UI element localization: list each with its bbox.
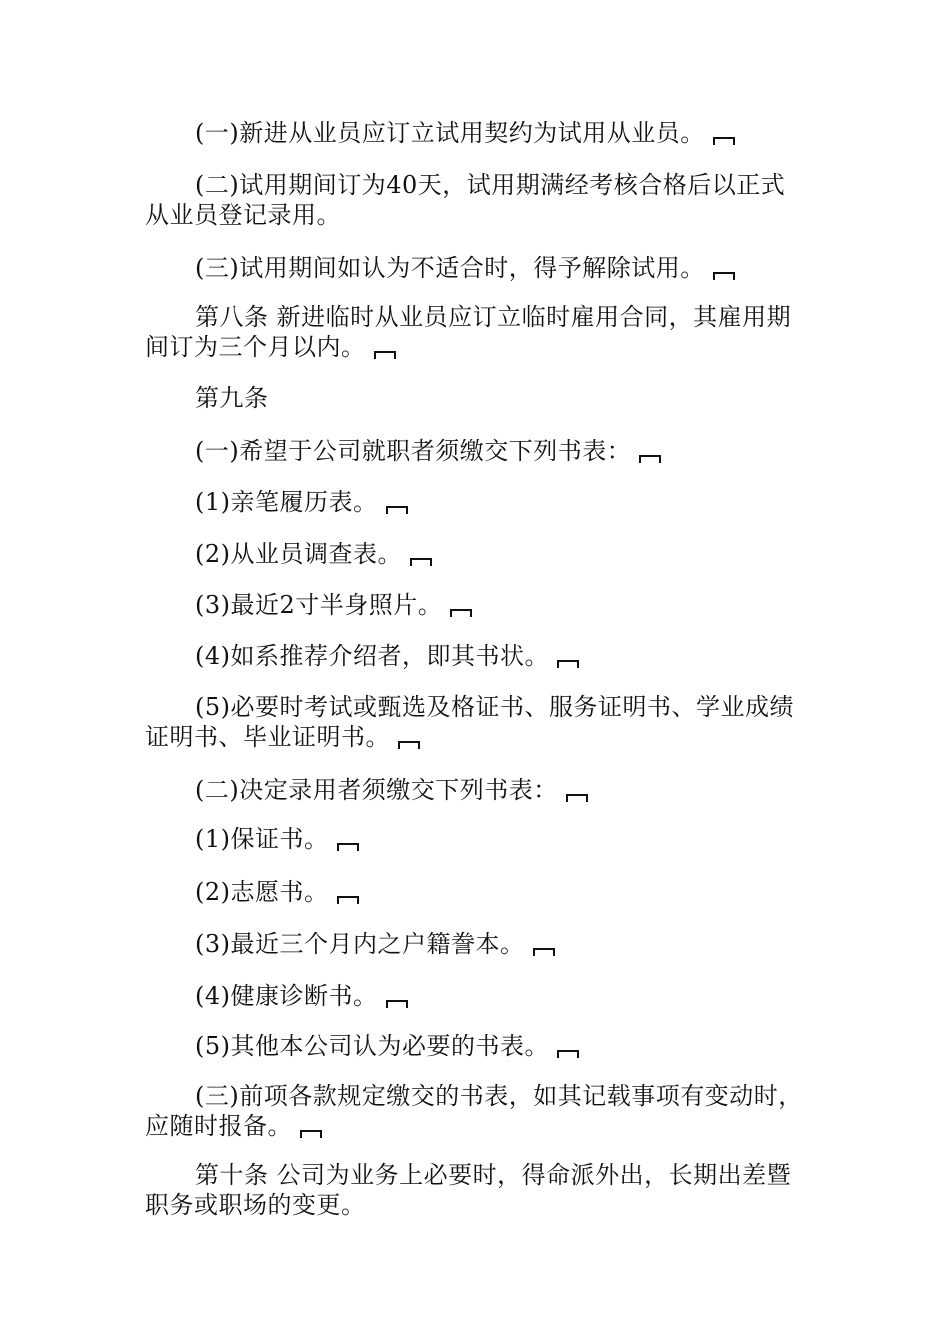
paragraph-text: (2)志愿书。 [195, 878, 329, 906]
line-break-mark-icon [374, 351, 396, 359]
paragraph-text: (2)从业员调查表。 [195, 540, 402, 568]
list-item [145, 590, 805, 620]
list-item [145, 1031, 805, 1061]
paragraph-text: (3)最近三个月内之户籍誊本。 [195, 930, 525, 958]
paragraph-text: 第十条 公司为业务上必要时，得命派外出，长期出差暨职务或职场的变更。 [145, 1161, 792, 1219]
list-item [145, 539, 805, 569]
line-break-mark-icon [300, 1130, 322, 1138]
line-break-mark-icon [713, 137, 735, 145]
paragraph [145, 302, 805, 362]
line-break-mark-icon [566, 794, 588, 802]
paragraph [145, 1160, 805, 1220]
line-break-mark-icon [450, 609, 472, 617]
list-item [145, 692, 805, 752]
line-break-mark-icon [639, 455, 661, 463]
line-break-mark-icon [533, 948, 555, 956]
paragraph [145, 436, 805, 466]
paragraph [145, 170, 805, 230]
line-break-mark-icon [713, 272, 735, 280]
line-break-mark-icon [410, 558, 432, 566]
paragraph-text: (1)保证书。 [195, 825, 329, 853]
line-break-mark-icon [398, 741, 420, 749]
paragraph-text: (1)亲笔履历表。 [195, 488, 378, 516]
paragraph-text: (二)试用期间订为40天，试用期满经考核合格后以正式从业员登记录用。 [145, 171, 786, 229]
line-break-mark-icon [386, 1000, 408, 1008]
paragraph-text: (5)其他本公司认为必要的书表。 [195, 1032, 549, 1060]
paragraph [145, 775, 805, 805]
paragraph-text: 第八条 新进临时从业员应订立临时雇用合同，其雇用期间订为三个月以内。 [145, 303, 792, 361]
paragraph-text: (3)最近2寸半身照片。 [195, 591, 443, 619]
line-break-mark-icon [386, 506, 408, 514]
line-break-mark-icon [337, 896, 359, 904]
paragraph-text: (4)健康诊断书。 [195, 982, 378, 1010]
paragraph-text: (三)前项各款规定缴交的书表，如其记载事项有变动时，应随时报备。 [145, 1082, 803, 1140]
line-break-mark-icon [557, 660, 579, 668]
paragraph-text: (二)决定录用者须缴交下列书表： [195, 776, 558, 804]
paragraph [145, 1081, 805, 1141]
list-item [145, 641, 805, 671]
list-item [145, 824, 805, 854]
paragraph-text: (一)希望于公司就职者须缴交下列书表： [195, 437, 632, 465]
line-break-mark-icon [557, 1050, 579, 1058]
paragraph-text: 第九条 [195, 384, 269, 412]
paragraph-text: (5)必要时考试或甄选及格证书、服务证明书、学业成绩证明书、毕业证明书。 [145, 693, 794, 751]
paragraph-text: (三)试用期间如认为不适合时，得予解除试用。 [195, 254, 705, 282]
paragraph-text: (一)新进从业员应订立试用契约为试用从业员。 [195, 119, 705, 147]
paragraph [145, 253, 805, 283]
list-item [145, 929, 805, 959]
list-item [145, 877, 805, 907]
line-break-mark-icon [337, 843, 359, 851]
list-item [145, 981, 805, 1011]
paragraph [145, 118, 805, 148]
list-item [145, 487, 805, 517]
section-heading [145, 383, 805, 413]
paragraph-text: (4)如系推荐介绍者，即其书状。 [195, 642, 549, 670]
